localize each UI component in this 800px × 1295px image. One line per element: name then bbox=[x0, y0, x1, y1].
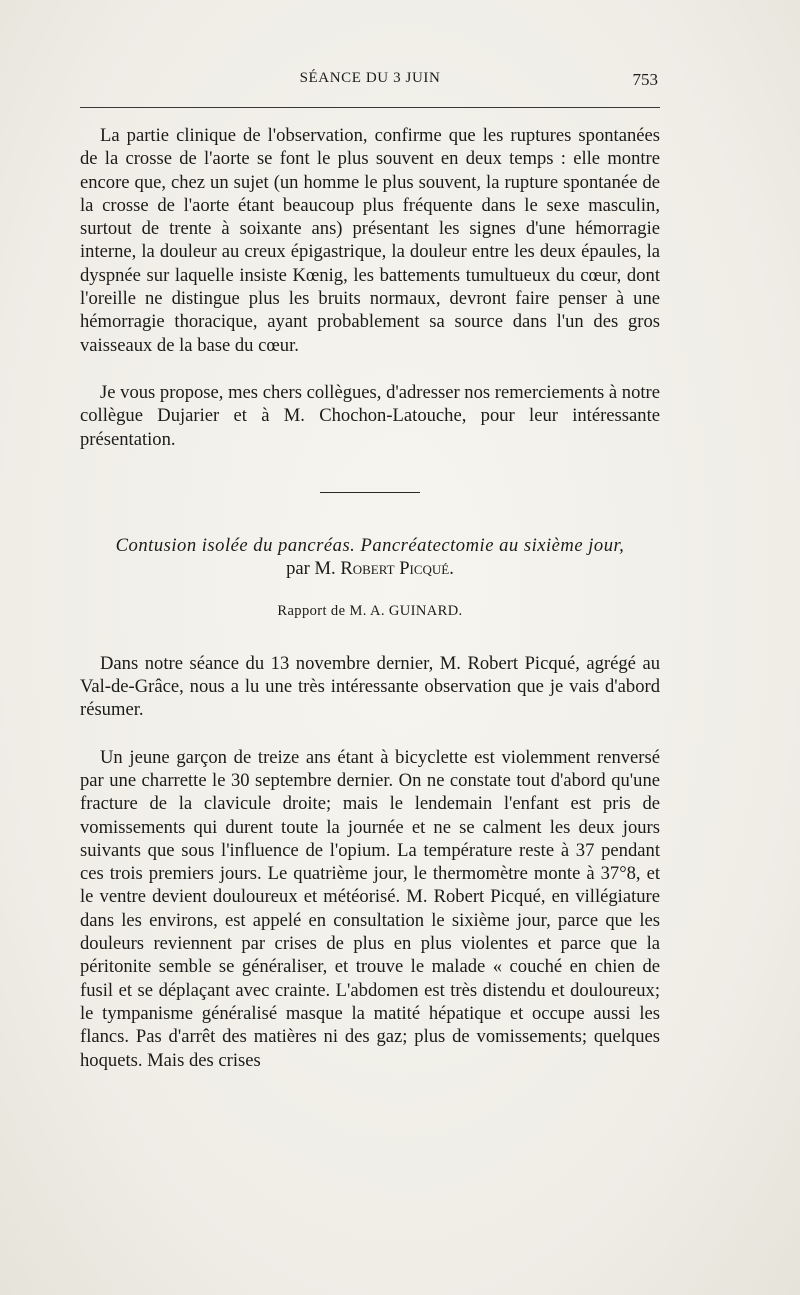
section-divider bbox=[320, 492, 420, 493]
article-title: Contusion isolée du pancréas. Pancréatectomie au sixième jour, bbox=[115, 534, 625, 556]
paragraph-case: Un jeune garçon de treize ans étant à bicyclette est violemment renversé par une charrette le 30 septembre dernier. On ne constate tout d'abord qu'une fracture de la clavicule droite; mais le lendemain l'enfant est pris de vomissements qui durent toute la journée et ne se calment les deux jours suivants que sous l'influence de l'opium. La température reste à 37 pendant ces trois premiers jours. Le quatrième jour, le thermomètre monte à 37°8, et le ventre devient douloureux et météorisé. M. Robert Picqué, en villégiature dans les environs, est appelé en consultation le sixième jour, parce que les douleurs reviennent par crises de plus en plus violentes et parce que la péritonite semble se généraliser, et trouve le malade « couché en chien de fusil et se déplaçant avec crainte. L'abdomen est très distendu et douloureux; le tympanisme généralisé masque la matité hépatique et occupe aussi les flancs. Pas d'arrêt des matières ni des gaz; plus de vomissements; quelques hoquets. Mais des crises bbox=[80, 746, 660, 1071]
rapport-spacer bbox=[80, 624, 660, 652]
page-header bbox=[80, 70, 660, 96]
paragraph-intro: Dans notre séance du 13 novembre dernier, M. Robert Picqué, agrégé au Val-de-Grâce, nous a lu une très intéressante observation que je vais d'abord résumer. bbox=[80, 652, 660, 721]
running-title: SÉANCE DU 3 JUIN bbox=[299, 70, 441, 86]
author-prefix: par M. bbox=[286, 558, 336, 580]
paragraph-conclusion: La partie clinique de l'observation, confirme que les ruptures spontanées de la crosse de l'aorte se font le plus souvent en deux temps : elle montre encore que, chez un sujet (un homme le plus souvent, la rupture spontanée de la crosse de l'aorte étant beaucoup plus fréquente dans le sexe masculin, surtout de trente à soixante ans) présentant les signes d'une hémorragie interne, la douleur au creux épigastrique, la douleur entre les deux épaules, la dyspnée sur laquelle insiste Kœnig, les battements tumultueux du cœur, dont l'oreille ne distingue plus les bruits normaux, devront faire penser à une hémorragie thoracique, ayant probablement sa source dans l'un des gros vaisseaux de la base du cœur. bbox=[80, 125, 660, 356]
article-author bbox=[80, 557, 660, 580]
author-name: Robert Picqué. bbox=[340, 558, 454, 580]
rapport-line: Rapport de M. A. GUINARD. bbox=[277, 603, 463, 620]
paragraph-spacer bbox=[80, 357, 660, 381]
page-number: 753 bbox=[632, 70, 658, 89]
paragraph-spacer bbox=[80, 722, 660, 746]
header-rule bbox=[80, 107, 660, 108]
paragraph-thanks: Je vous propose, mes chers collègues, d'adresser nos remerciements à notre collègue Dujarier et à M. Chochon-Latouche, pour leur intéressante présentation. bbox=[80, 381, 660, 450]
page-body bbox=[80, 124, 660, 1072]
